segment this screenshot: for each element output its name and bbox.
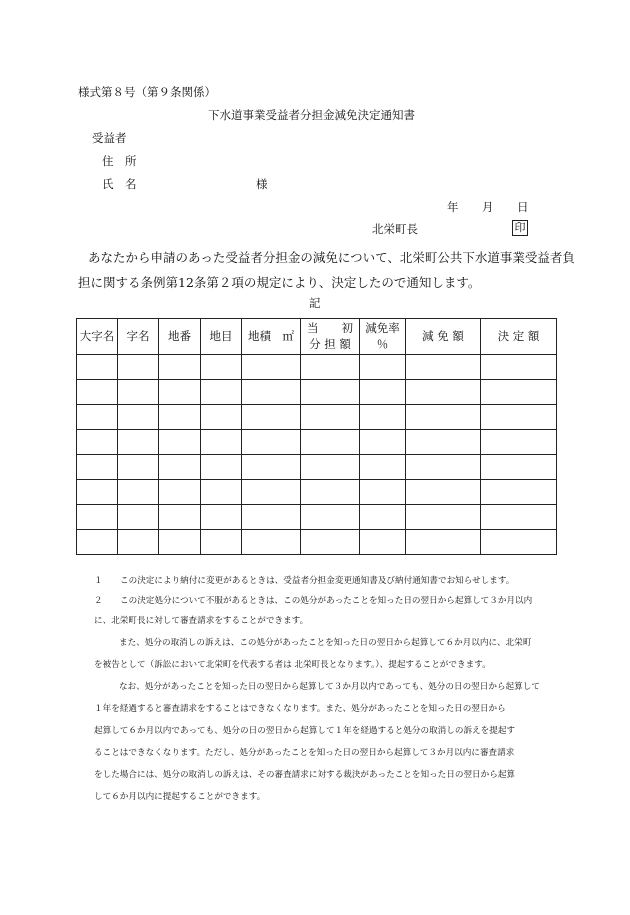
table-cell [406,505,481,530]
para-2-line-1: また、処分の取消しの訴えは、この処分があったことを知った日の翌日から起算して６か月以内に、北栄町 [119,638,532,648]
table-cell [201,405,242,430]
table-cell [242,430,301,455]
table-cell [406,405,481,430]
table-header-row [77,319,557,355]
header-reduction-rate: 減免率 ％ [360,319,406,355]
note-1-text: この決定により納付に変更があるときは、受益者分担金変更通知書及び納付通知書でお知らせします。 [120,576,515,586]
para-3-line-2: １年を経過すると審査請求をすることはできなくなります。また、処分があったことを知った日の翌日から [94,704,506,714]
body-line-2: 担に関する条例第12条第２項の規定により、決定したので通知します。 [78,275,481,290]
table-cell [159,530,201,555]
table-cell [360,380,406,405]
table-cell [159,455,201,480]
assessment-table [76,318,557,555]
header-aza: 字名 [118,319,159,355]
table-cell [159,505,201,530]
table-cell [301,455,360,480]
table-cell [481,455,557,480]
table-cell [201,505,242,530]
table-cell [360,405,406,430]
table-cell [301,480,360,505]
date-year: 年 [447,200,459,214]
note-1-number: １ [94,576,103,586]
table-row [77,480,557,505]
table-cell [301,405,360,430]
table-cell [242,380,301,405]
table-cell [360,455,406,480]
table-row [77,455,557,480]
table-cell [301,505,360,530]
table-cell [481,480,557,505]
table-cell [301,430,360,455]
table-cell [406,430,481,455]
table-cell [201,530,242,555]
table-cell [118,380,159,405]
table-cell [360,355,406,380]
para-3-line-3: 起算して６か月以内であっても、処分の日の翌日から起算して１年を経過すると処分の取消しの訴えを提起す [94,726,516,736]
table-row [77,405,557,430]
seal-mark: 印 [512,220,528,236]
table-cell [242,405,301,430]
para-3-line-6: して６か月以内に提起することができます。 [94,792,266,802]
table-cell [301,530,360,555]
note-2-line-1: この決定処分について不服があるときは、この処分があったことを知った日の翌日から起算して３か月以内 [120,596,533,606]
table-cell [242,505,301,530]
table-cell [406,530,481,555]
header-oaza: 大字名 [77,319,118,355]
table-cell [360,430,406,455]
name-label: 氏 名 [102,177,137,191]
para-3-line-1: なお、処分があったことを知った日の翌日から起算して３か月以内であっても、処分の日の翌日から起算して [119,682,540,692]
table-cell [201,480,242,505]
table-cell [301,355,360,380]
header-initial-amount: 当 初 分 担 額 [301,319,360,355]
table-cell [77,430,118,455]
body-line-1: あなたから申請のあった受益者分担金の減免について、北栄町公共下水道事業受益者負 [88,250,575,265]
table-cell [118,530,159,555]
table-cell [481,505,557,530]
table-row [77,530,557,555]
para-3-line-4: ることはできなくなります。ただし、処分があったことを知った日の翌日から起算して３か月以内に審査請求 [94,748,515,758]
table-row [77,380,557,405]
para-2-line-2: を被告として（訴訟において北栄町を代表する者は 北栄町長となります。）、提起することができます。 [94,660,491,670]
table-cell [201,355,242,380]
table-cell [77,455,118,480]
header-chimoku: 地目 [201,319,242,355]
table-cell [77,530,118,555]
date-month: 月 [482,200,494,214]
table-cell [118,505,159,530]
table-cell [159,355,201,380]
table-cell [77,405,118,430]
table-cell [159,430,201,455]
honorific: 様 [256,177,268,191]
table-cell [77,355,118,380]
note-2-number: ２ [94,596,103,606]
table-cell [159,380,201,405]
table-row [77,505,557,530]
para-3-line-5: をした場合には、処分の取消しの訴えは、その審査請求に対する裁決があったことを知った日の翌日から起算 [94,770,516,780]
table-cell [360,480,406,505]
header-chiban: 地番 [159,319,201,355]
table-cell [201,380,242,405]
ki-label: 記 [309,296,321,310]
table-cell [77,380,118,405]
table-cell [406,455,481,480]
table-cell [159,480,201,505]
header-decided-amount: 決 定 額 [481,319,557,355]
table-cell [360,530,406,555]
table-cell [118,430,159,455]
table-cell [118,480,159,505]
table-row [77,355,557,380]
table-cell [77,505,118,530]
table-cell [242,480,301,505]
issuer-name: 北栄町長 [372,222,418,236]
table-cell [481,355,557,380]
table-cell [481,405,557,430]
table-cell [159,405,201,430]
table-row [77,430,557,455]
table-cell [77,480,118,505]
table-cell [201,455,242,480]
form-number: 様式第８号（第９条関係） [78,85,216,99]
table-cell [406,355,481,380]
address-label: 住 所 [102,154,137,168]
header-reduction-amount: 減 免 額 [406,319,481,355]
table-cell [406,380,481,405]
table-cell [301,380,360,405]
recipient-label: 受益者 [92,131,127,145]
table-cell [242,355,301,380]
table-cell [481,530,557,555]
table-cell [481,430,557,455]
table-cell [118,355,159,380]
table-cell [242,455,301,480]
document-title: 下水道事業受益者分担金減免決定通知書 [208,108,415,122]
table-cell [360,505,406,530]
table-cell [118,455,159,480]
header-area: 地積 ㎡ [242,319,301,355]
note-2-line-2: に、北栄町長に対して審査請求をすることができます。 [94,616,309,626]
table-cell [118,405,159,430]
date-day: 日 [517,200,529,214]
table-cell [242,530,301,555]
table-cell [481,380,557,405]
table-cell [406,480,481,505]
table-cell [201,430,242,455]
